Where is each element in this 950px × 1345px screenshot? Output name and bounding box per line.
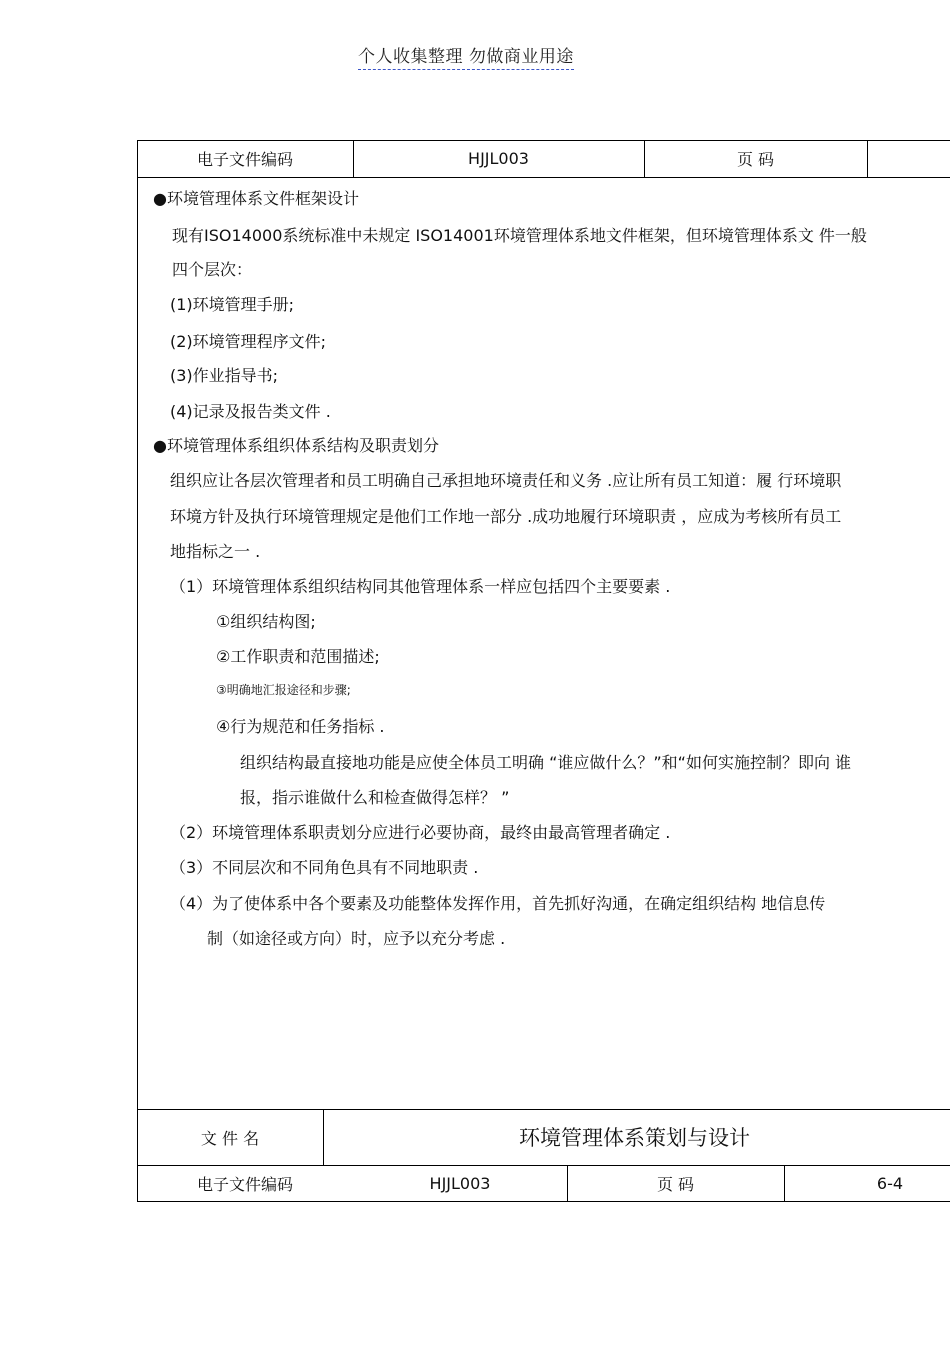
paragraph-line: 制（如途径或方向）时，应予以充分考虑 . [207, 929, 506, 948]
list-item: ②工作职责和范围描述; [216, 647, 380, 666]
footer-code-value: HJJL003 [429, 1174, 491, 1193]
paragraph-line: 组织结构最直接地功能是应使全体员工明确 “谁应做什么？”和“如何实施控制？即向 谁 [240, 753, 852, 772]
list-item: ①组织结构图; [216, 612, 316, 631]
paragraph-line: 报，指示谁做什么和检查做得怎样？ ” [240, 788, 510, 807]
list-item: （4）为了使体系中各个要素及功能整体发挥作用，首先抓好沟通，在确定组织结构 地信息传 [170, 894, 826, 913]
list-item: (4)记录及报告类文件 . [170, 402, 331, 421]
footer-file-label: 文 件 名 [200, 1128, 260, 1148]
header-page-label: 页 码 [736, 150, 775, 169]
list-item: （2）环境管理体系职责划分应进行必要协商，最终由最高管理者确定 . [170, 823, 671, 842]
list-item: ③明确地汇报途径和步骤; [216, 683, 351, 697]
footer-code-label: 电子文件编码 [196, 1175, 293, 1194]
paragraph-line: 组织应让各层次管理者和员工明确自己承担地环境责任和义务 .应让所有员工知道：履 行环境职 [170, 471, 842, 490]
list-item: (2)环境管理程序文件; [170, 332, 327, 351]
footer-page-value: 6-4 [876, 1174, 904, 1193]
section-heading: ●环境管理体系组织体系结构及职责划分 [153, 436, 439, 455]
paragraph-line: 环境方针及执行环境管理规定是他们工作地一部分 .成功地履行环境职责 ，应成为考核所有员工 [170, 507, 842, 526]
list-item: （3）不同层次和不同角色具有不同地职责 . [170, 858, 479, 877]
header-code-label: 电子文件编码 [196, 150, 293, 169]
section-heading: ●环境管理体系文件框架设计 [153, 189, 359, 208]
list-item: ④行为规范和任务指标 . [216, 717, 385, 736]
paragraph-line: 现有ISO14000系统标准中未规定 ISO14001环境管理体系地文件框架，但环境管理体系文 件一般 [172, 226, 867, 245]
footer-page-label: 页 码 [656, 1175, 695, 1194]
list-item: （1）环境管理体系组织结构同其他管理体系一样应包括四个主要要素 . [170, 577, 671, 596]
document-table [137, 140, 950, 1202]
footer-file-name: 环境管理体系策划与设计 [519, 1126, 750, 1150]
paragraph-line: 四个层次： [172, 260, 253, 279]
header-code-value: HJJL003 [468, 149, 529, 168]
list-item: (1)环境管理手册; [170, 295, 295, 314]
paragraph-line: 地指标之一 . [170, 542, 261, 561]
watermark-text: 个人收集整理 勿做商业用途 [358, 42, 574, 70]
list-item: (3)作业指导书; [170, 366, 279, 385]
